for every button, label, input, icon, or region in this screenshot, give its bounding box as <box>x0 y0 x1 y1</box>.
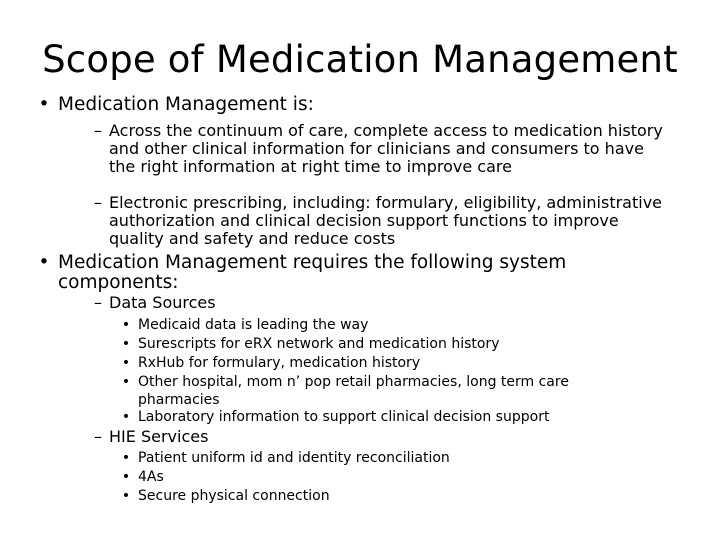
list-item-other-pharmacies <box>114 373 634 409</box>
list-item-text: Other hospital, mom n’ pop retail pharmacies, long term care pharmacies <box>138 374 569 408</box>
bullet-glyph: • <box>121 336 131 352</box>
dash-glyph: – <box>94 121 102 140</box>
bullet-glyph: • <box>121 488 131 504</box>
bullet-requires-components <box>30 253 670 293</box>
bullet-glyph: • <box>121 450 131 466</box>
bullet-glyph: • <box>121 355 131 371</box>
sub-bullet-text: Electronic prescribing, including: formulary, eligibility, administrative authorization and clinical decision support functions to improve quality and safety and reduce costs <box>109 193 663 248</box>
sub-bullet-electronic-prescribing <box>87 194 687 248</box>
list-item-4as <box>114 468 634 486</box>
bullet-glyph: • <box>38 252 50 273</box>
list-item-text: 4As <box>138 469 164 485</box>
sub-bullet-text: HIE Services <box>109 427 209 446</box>
bullet-glyph: • <box>121 469 131 485</box>
list-item-text: Secure physical connection <box>138 488 330 504</box>
dash-glyph: – <box>94 427 102 446</box>
sub-bullet-data-sources <box>87 294 687 312</box>
bullet-glyph: • <box>121 374 131 390</box>
list-item-text: Laboratory information to support clinical decision support <box>138 409 550 425</box>
bullet-text: Medication Management requires the following system components: <box>58 252 567 293</box>
list-item-secure-connection <box>114 487 634 505</box>
bullet-glyph: • <box>121 317 131 333</box>
sub-bullet-continuum-of-care <box>87 122 687 176</box>
list-item-text: Medicaid data is leading the way <box>138 317 369 333</box>
list-item-laboratory <box>114 408 634 426</box>
bullet-text: Medication Management is: <box>58 94 314 115</box>
dash-glyph: – <box>94 293 102 312</box>
sub-bullet-text: Across the continuum of care, complete access to medication history and other clinical information for clinicians and consumers to have the right information at right time to improve care <box>109 121 663 176</box>
sub-bullet-text: Data Sources <box>109 293 216 312</box>
sub-bullet-hie-services <box>87 428 687 446</box>
list-item-patient-id <box>114 449 634 467</box>
bullet-glyph: • <box>38 94 50 115</box>
bullet-glyph: • <box>121 409 131 425</box>
list-item-text: Surescripts for eRX network and medication history <box>138 336 500 352</box>
slide-title: Scope of Medication Management <box>42 38 678 81</box>
list-item-surescripts <box>114 335 634 353</box>
list-item-text: RxHub for formulary, medication history <box>138 355 421 371</box>
list-item-text: Patient uniform id and identity reconciliation <box>138 450 450 466</box>
list-item-rxhub <box>114 354 634 372</box>
list-item-medicaid <box>114 316 634 334</box>
bullet-medication-management-is <box>30 95 670 115</box>
dash-glyph: – <box>94 193 102 212</box>
